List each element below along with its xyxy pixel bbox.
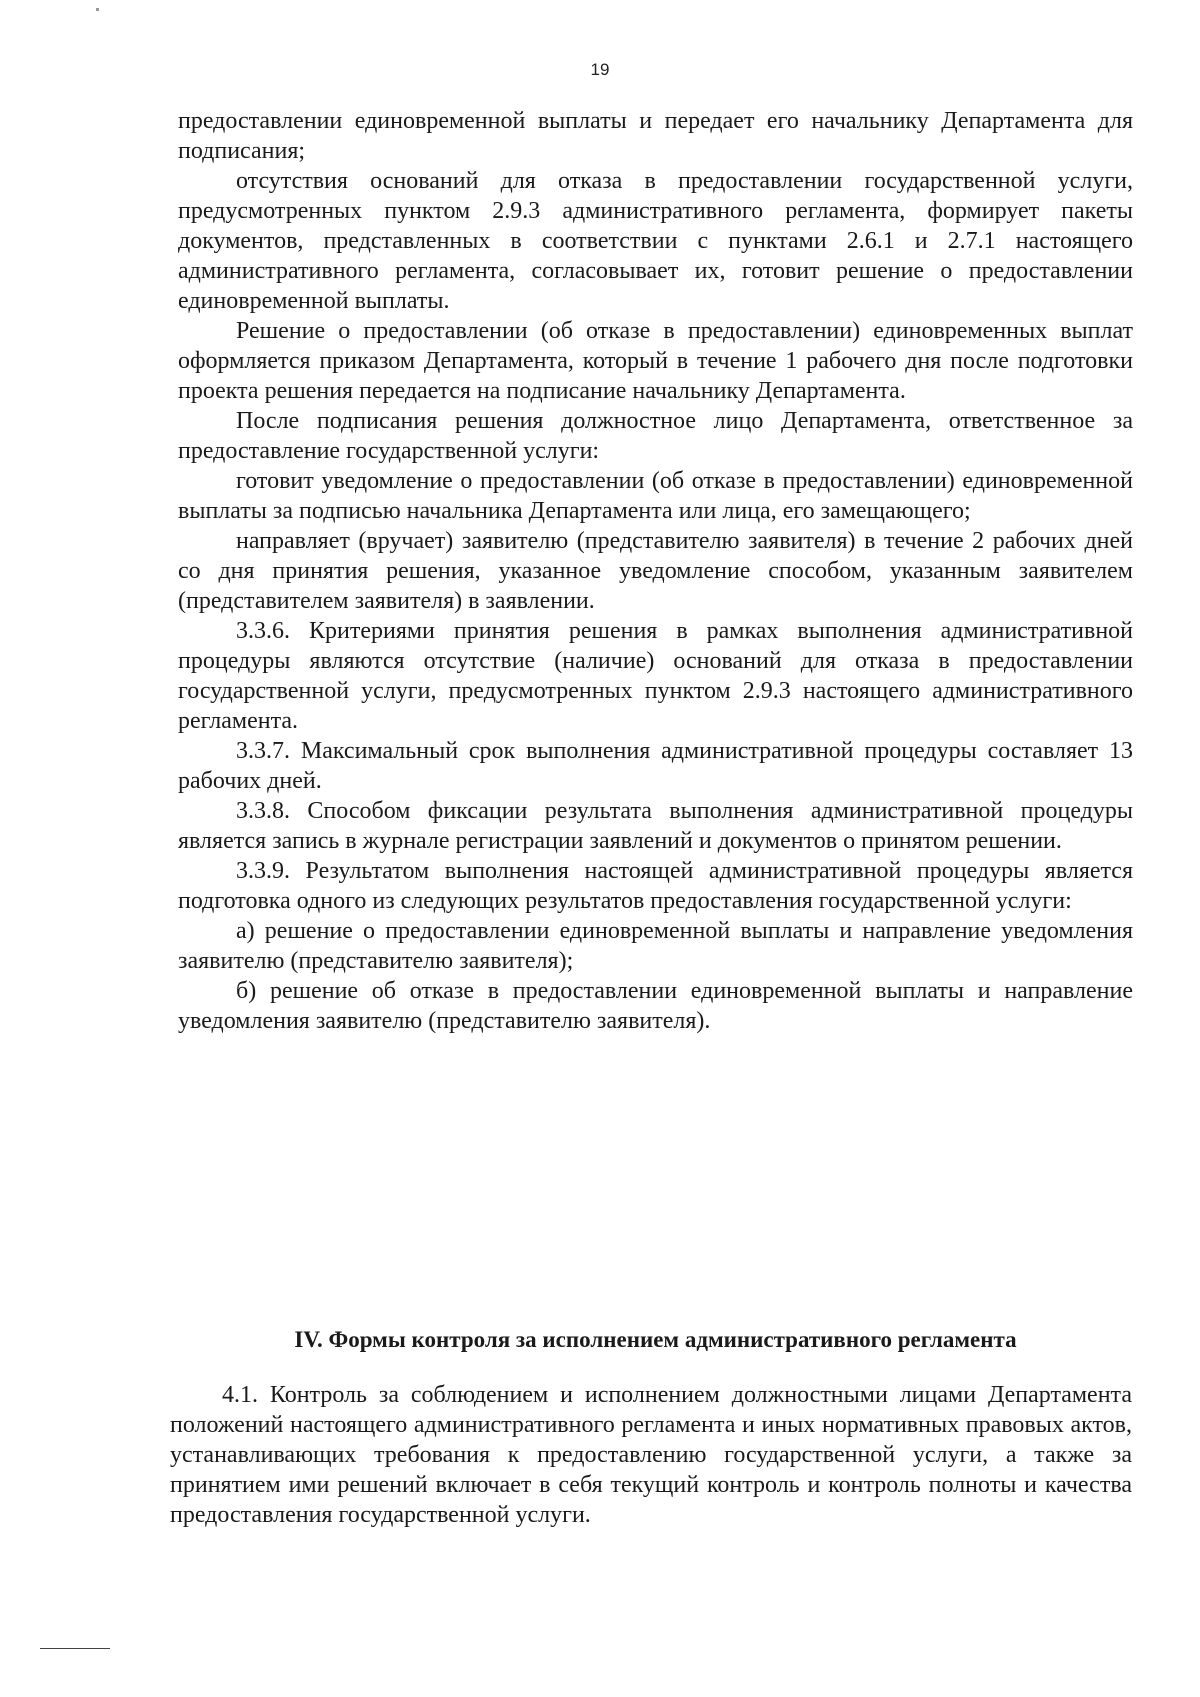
paragraph: После подписания решения должностное лицо Департамента, ответственное за предоставление государственной услуги: — [178, 408, 1133, 464]
paragraph-clause-3-3-8: 3.3.8. Способом фиксации результата выполнения административной процедуры является запись в журнале регистрации заявлений и документов о принятом решении. — [178, 798, 1133, 854]
paragraph: готовит уведомление о предоставлении (об отказе в предоставлении) единовременной выплаты за подписью начальника Департамента или лица, его замещающего; — [178, 468, 1133, 524]
paragraph-clause-3-3-9: 3.3.9. Результатом выполнения настоящей административной процедуры является подготовка одного из следующих результатов предоставления государственной услуги: — [178, 858, 1133, 914]
section-heading: IV. Формы контроля за исполнением административного регламента — [294, 1327, 1017, 1352]
paragraph-clause-4-1: 4.1. Контроль за соблюдением и исполнением должностными лицами Департамента положений настоящего административного регламента и иных нормативных правовых актов, устанавливающих требования к предоставлению государственной услуги, а также за принятием ими решений включает в себя текущий контроль и контроль полноты и качества предоставления государственной услуги. — [170, 1382, 1132, 1528]
section-body — [170, 1380, 1132, 1530]
list-item-b: б) решение об отказе в предоставлении единовременной выплаты и направление уведомления заявителю (представителю заявителя). — [178, 978, 1133, 1034]
paragraph-clause-3-3-7: 3.3.7. Максимальный срок выполнения административной процедуры составляет 13 рабочих дней. — [178, 738, 1133, 794]
document-body — [178, 106, 1133, 1036]
paragraph: отсутствия оснований для отказа в предоставлении государственной услуги, предусмотренных пунктом 2.9.3 административного регламента, формирует пакеты документов, представленных в соответствии с пунктами 2.6.1 и 2.7.1 настоящего административного регламента, согласовывает их, готовит решение о предоставлении единовременной выплаты. — [178, 168, 1133, 314]
paragraph: предоставлении единовременной выплаты и передает его начальнику Департамента для подписания; — [178, 108, 1133, 164]
scan-artifact-line — [40, 1648, 110, 1649]
paragraph: Решение о предоставлении (об отказе в предоставлении) единовременных выплат оформляется приказом Департамента, который в течение 1 рабочего дня после подготовки проекта решения передается на подписание начальнику Департамента. — [178, 318, 1133, 404]
paragraph: направляет (вручает) заявителю (представителю заявителя) в течение 2 рабочих дней со дня принятия решения, указанное уведомление способом, указанным заявителем (представителем заявителя) в заявлении. — [178, 528, 1133, 614]
scan-artifact-dot — [96, 8, 99, 11]
paragraph-clause-3-3-6: 3.3.6. Критериями принятия решения в рамках выполнения административной процедуры являются отсутствие (наличие) оснований для отказа в предоставлении государственной услуги, предусмотренных пунктом 2.9.3 настоящего административного регламента. — [178, 618, 1133, 734]
list-item-a: а) решение о предоставлении единовременной выплаты и направление уведомления заявителю (представителю заявителя); — [178, 918, 1133, 974]
page-number: 19 — [590, 60, 610, 79]
